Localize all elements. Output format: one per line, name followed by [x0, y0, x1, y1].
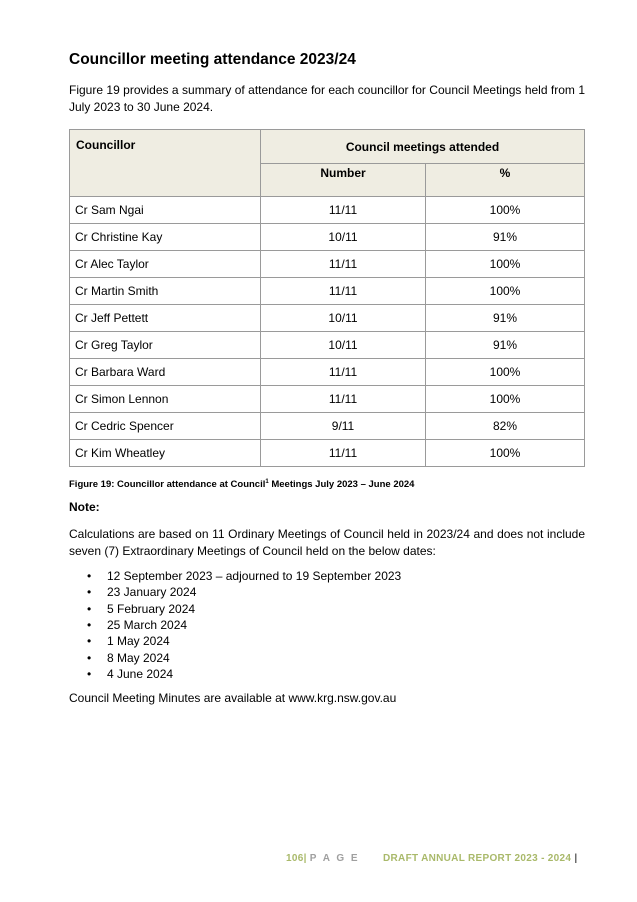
councillor-name: Cr Alec Taylor — [70, 251, 261, 278]
page-number: 106 — [286, 853, 304, 864]
table-row — [70, 224, 585, 251]
table-row — [70, 305, 585, 332]
meetings-percent: 100% — [426, 197, 585, 224]
meetings-number: 10/11 — [261, 224, 426, 251]
meetings-percent: 100% — [426, 278, 585, 305]
header-number: Number — [261, 164, 426, 197]
note-heading: Note: — [69, 500, 100, 515]
header-councillor: Councillor — [70, 130, 261, 197]
councillor-name: Cr Kim Wheatley — [70, 440, 261, 467]
meetings-percent: 100% — [426, 386, 585, 413]
figure-caption — [69, 479, 585, 490]
councillor-name: Cr Greg Taylor — [70, 332, 261, 359]
meetings-number: 11/11 — [261, 440, 426, 467]
table-row — [70, 440, 585, 467]
meetings-number: 11/11 — [261, 278, 426, 305]
intro-paragraph: Figure 19 provides a summary of attendance for each councillor for Council Meetings held from 1 July 2023 to 30 June 2024. — [69, 83, 585, 114]
list-item: • 1 May 2024 — [69, 633, 585, 649]
councillor-name: Cr Martin Smith — [70, 278, 261, 305]
document-page — [69, 50, 585, 707]
table-row — [70, 197, 585, 224]
report-title-block — [383, 853, 577, 864]
table-row — [70, 251, 585, 278]
page-separator: | — [303, 853, 307, 864]
meetings-percent: 100% — [426, 359, 585, 386]
report-title: DRAFT ANNUAL REPORT 2023 - 2024 — [383, 853, 572, 864]
councillor-name: Cr Sam Ngai — [70, 197, 261, 224]
page-word: P A G E — [309, 853, 360, 864]
attendance-table — [69, 129, 585, 467]
table-row — [70, 332, 585, 359]
page-number-block — [286, 853, 360, 864]
meeting-dates-list — [69, 568, 585, 682]
minutes-paragraph: Council Meeting Minutes are available at www.krg.nsw.gov.au — [69, 691, 397, 706]
table-row — [70, 386, 585, 413]
meetings-percent: 100% — [426, 251, 585, 278]
meetings-number: 11/11 — [261, 251, 426, 278]
list-item: • 25 March 2024 — [69, 617, 585, 633]
table-row — [70, 278, 585, 305]
meetings-number: 9/11 — [261, 413, 426, 440]
list-item: • 4 June 2024 — [69, 666, 585, 682]
meetings-percent: 91% — [426, 305, 585, 332]
list-item: • 23 January 2024 — [69, 584, 585, 600]
meetings-percent: 91% — [426, 332, 585, 359]
councillor-name: Cr Cedric Spencer — [70, 413, 261, 440]
caption-text: Figure 19: Councillor attendance at Council — [69, 479, 266, 491]
meetings-number: 10/11 — [261, 305, 426, 332]
meetings-number: 11/11 — [261, 386, 426, 413]
list-item: • 12 September 2023 – adjourned to 19 September 2023 — [69, 568, 585, 584]
table-row — [70, 413, 585, 440]
councillor-name: Cr Barbara Ward — [70, 359, 261, 386]
table-row — [70, 359, 585, 386]
header-percent: % — [426, 164, 585, 197]
list-item: • 8 May 2024 — [69, 650, 585, 666]
meetings-number: 11/11 — [261, 197, 426, 224]
note-paragraph: Calculations are based on 11 Ordinary Meetings of Council held in 2023/24 and does not include seven (7) Extraordinary Meetings of Council held on the below dates: — [69, 527, 585, 559]
meetings-percent: 82% — [426, 413, 585, 440]
meetings-number: 11/11 — [261, 359, 426, 386]
meetings-number: 10/11 — [261, 332, 426, 359]
section-heading: Councillor meeting attendance 2023/24 — [69, 51, 356, 68]
meetings-percent: 100% — [426, 440, 585, 467]
councillor-name: Cr Jeff Pettett — [70, 305, 261, 332]
header-meetings-attended: Council meetings attended — [261, 130, 585, 164]
meetings-percent: 91% — [426, 224, 585, 251]
caption-text-end: Meetings July 2023 – June 2024 — [268, 479, 415, 491]
list-item: • 5 February 2024 — [69, 601, 585, 617]
councillor-name: Cr Christine Kay — [70, 224, 261, 251]
footnote-marker: 1 — [265, 479, 269, 485]
councillor-name: Cr Simon Lennon — [70, 386, 261, 413]
report-separator: | — [574, 853, 578, 864]
